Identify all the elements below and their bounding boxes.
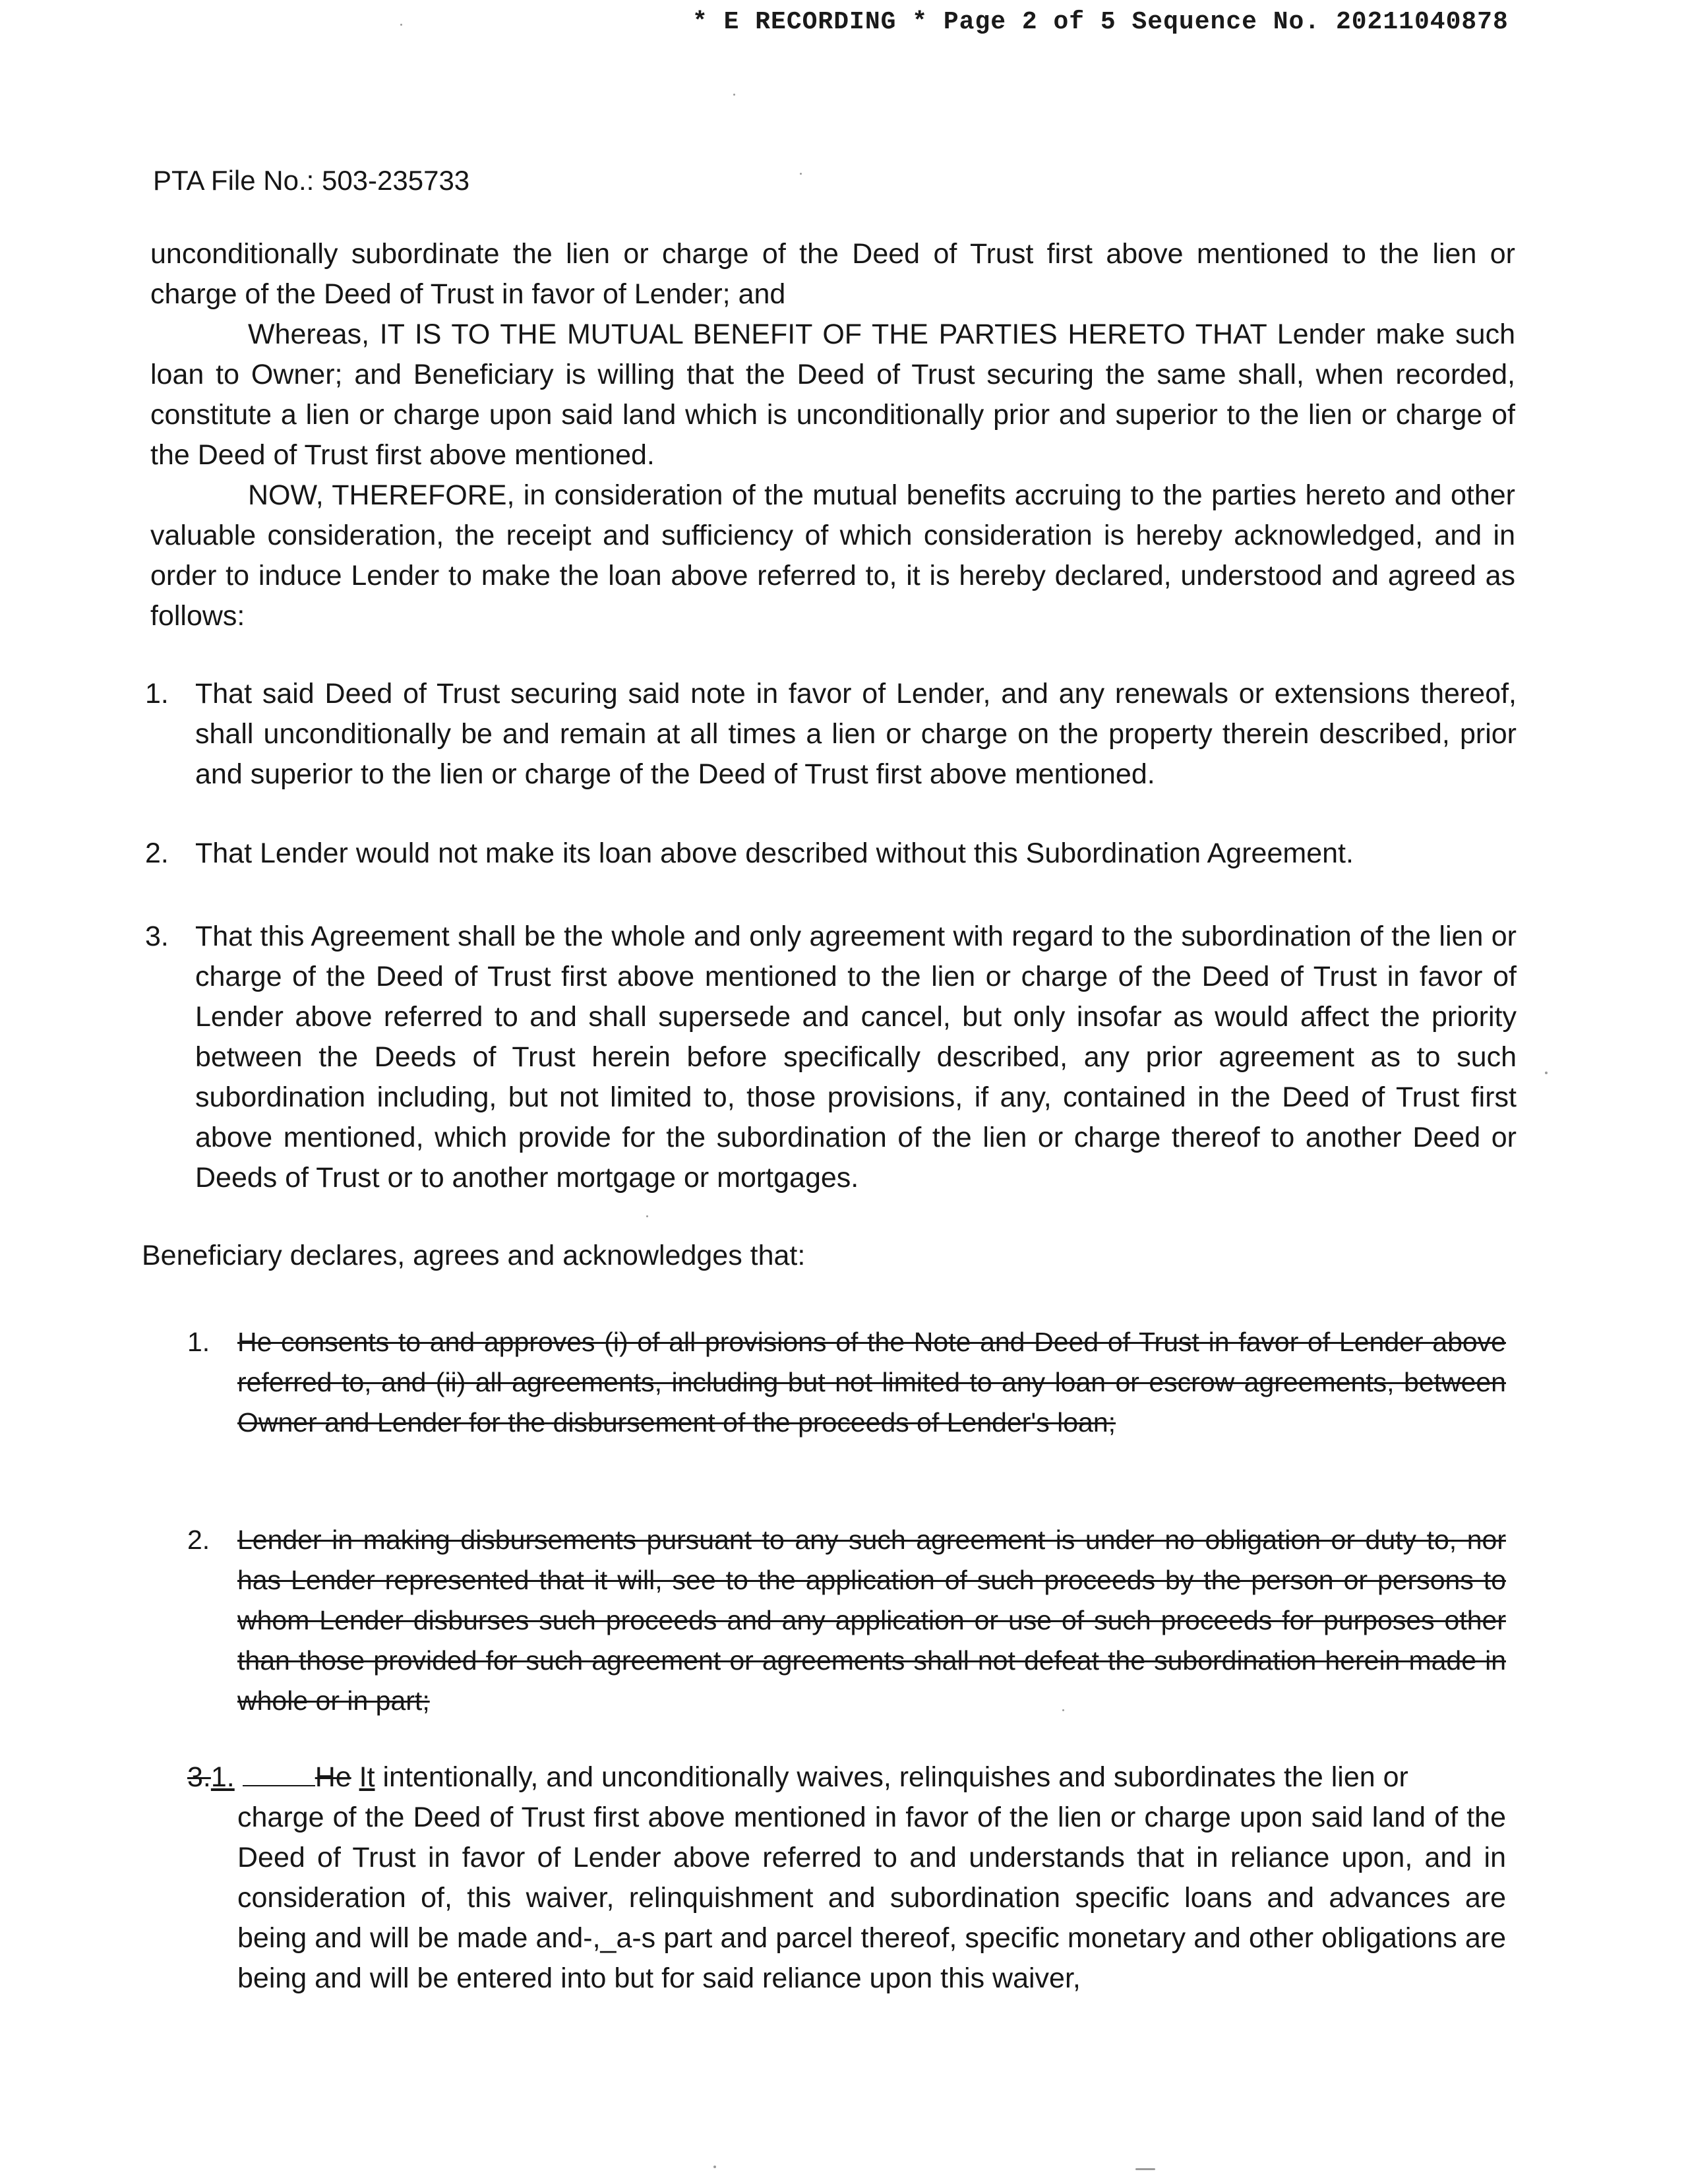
- file-number: PTA File No.: 503-235733: [153, 165, 470, 196]
- struck-item: [187, 1322, 1506, 1443]
- blank-line: [243, 1759, 315, 1786]
- struck-item: [187, 1520, 1506, 1721]
- agreement-number: 3.: [145, 921, 169, 952]
- agreement-item: [145, 834, 1517, 874]
- inserted-word: It: [359, 1761, 375, 1793]
- agreement-item: [145, 674, 1517, 795]
- scan-speck: [646, 1215, 648, 1217]
- recital-paragraph: NOW, THEREFORE, in consideration of the mutual benefits accruing to the parties hereto and other valuable consideration, the receipt and sufficiency of which consideration is hereby acknowledged, and in order to induce Lender to make the loan above referred to, it is hereby declared, understood and agreed as follows:: [150, 479, 1515, 632]
- struck-text: Lender in making disbursements pursuant to any such agreement is under no obligation or duty to, nor has Lender represented that it will, see to the application of such proceeds by the person or persons to whom Lender disburses such proceeds and any application or use of such proceeds for purposes other than those provided for such agreement or agreements shall not defeat the subordination herein made in whole or in part;: [237, 1525, 1506, 1716]
- recital-paragraph: unconditionally subordinate the lien or charge of the Deed of Trust first above mentioned to the lien or charge of the Deed of Trust in favor of Lender; and: [150, 238, 1515, 310]
- struck-text: He consents to and approves (i) of all provisions of the Note and Deed of Trust in favor of Lender above referred to, and (ii) all agreements, including but not limited to any loan or escrow agreements, between Owner and Lender for the disbursement of the proceeds of Lender's loan;: [237, 1327, 1506, 1438]
- struck-word: He: [315, 1761, 351, 1793]
- scan-speck: [713, 2166, 716, 2168]
- waiver-item: [187, 1757, 1506, 1999]
- agreement-item: [145, 917, 1517, 1198]
- struck-number: 1.: [187, 1327, 210, 1357]
- agreement-number: 1.: [145, 678, 169, 710]
- struck-number: 2.: [187, 1525, 210, 1555]
- old-item-number: 3.: [187, 1761, 211, 1793]
- scan-speck: [1062, 1709, 1064, 1711]
- scan-speck: [1545, 1072, 1548, 1074]
- beneficiary-heading: Beneficiary declares, agrees and acknowledges that:: [142, 1240, 806, 1271]
- agreement-number: 2.: [145, 837, 169, 869]
- agreement-text: That Lender would not make its loan above described without this Subordination Agreement.: [195, 837, 1354, 869]
- waiver-text-continued: charge of the Deed of Trust first above mentioned in favor of the lien or charge upon said land of the Deed of Trust in favor of Lender above referred to and understands that in reliance upon, and in consideration of, this waiver, relinquishment and subordination specific loans and advances are being and will be made and-,_a-s part and parcel thereof, specific monetary and other obligations are being and will be entered into but for said reliance upon this waiver,: [237, 1802, 1506, 1994]
- scan-speck: [400, 24, 402, 26]
- scan-speck: [800, 173, 802, 175]
- scan-speck: [733, 94, 735, 96]
- scan-speck: [1135, 2168, 1155, 2170]
- recitals: [150, 234, 1515, 636]
- agreement-text: That this Agreement shall be the whole and only agreement with regard to the subordination of the lien or charge of the Deed of Trust first above mentioned to the lien or charge of the Deed of Trust in favor of Lender above referred to and shall supersede and cancel, but only insofar as would affect the priority between the Deeds of Trust herein before specifically described, any prior agreement as to such subordination including, but not limited to, those provisions, if any, contained in the Deed of Trust first above mentioned, which provide for the subordination of the lien or charge thereof to another Deed or Deeds of Trust or to another mortgage or mortgages.: [195, 921, 1517, 1194]
- recording-stamp: * E RECORDING * Page 2 of 5 Sequence No. 20211040878: [692, 8, 1509, 36]
- recital-paragraph: Whereas, IT IS TO THE MUTUAL BENEFIT OF THE PARTIES HERETO THAT Lender make such loan to Owner; and Beneficiary is willing that the Deed of Trust securing the same shall, when recorded, constitute a lien or charge upon said land which is unconditionally prior and superior to the lien or charge of the Deed of Trust first above mentioned.: [150, 318, 1515, 471]
- agreement-text: That said Deed of Trust securing said note in favor of Lender, and any renewals or extensions thereof, shall unconditionally be and remain at all times a lien or charge on the property therein described, prior and superior to the lien or charge of the Deed of Trust first above mentioned.: [195, 678, 1517, 790]
- new-item-number: 1.: [210, 1761, 235, 1793]
- waiver-text-first-line: intentionally, and unconditionally waives, relinquishes and subordinates the lien or: [382, 1761, 1408, 1793]
